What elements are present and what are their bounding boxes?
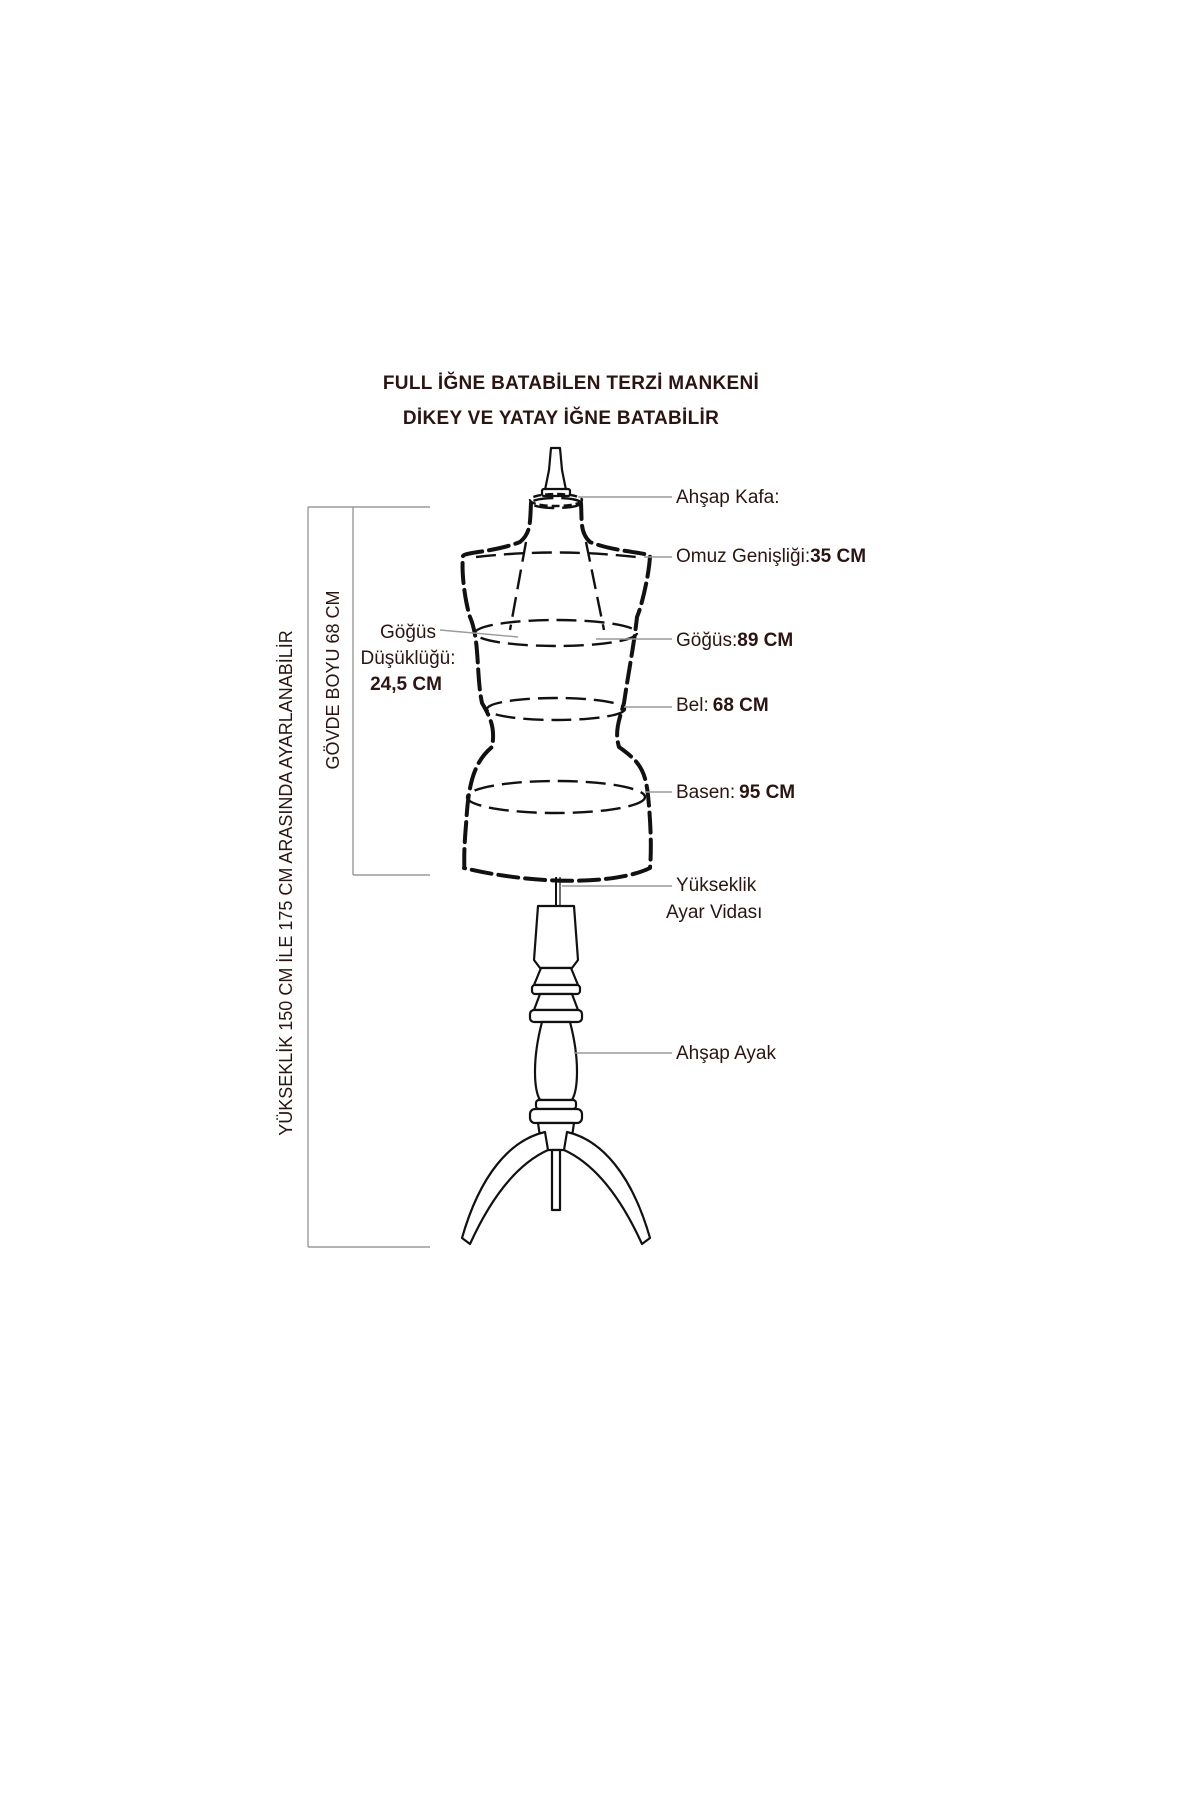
diagram-subtitle: DİKEY VE YATAY İĞNE BATABİLİR [402,408,720,429]
leg-label: Ahşap Ayak [676,1043,777,1064]
shoulder-label: Omuz Genişliği: [676,546,811,567]
hip-label-group [676,782,795,803]
bust-drop-value: 24,5 CM [370,674,442,695]
wooden-stand [462,906,650,1244]
bust-drop-line-left [510,542,526,630]
height-range-label: YÜKSEKLİK 150 CM İLE 175 CM ARASINDA AYARLANABİLİR [276,630,296,1136]
shoulder-label-group [676,546,866,567]
hip-ellipse [467,781,645,813]
height-screw-label-line1: Yükseklik [676,875,757,896]
chest-label-group [676,630,793,651]
chest-value: 89 CM [737,630,794,651]
hip-label: Basen: [676,782,736,803]
shoulder-line [476,553,636,558]
waist-label: Bel: [676,695,709,716]
waist-ellipse [487,698,625,720]
waist-value: 68 CM [712,695,769,716]
wooden-head [530,448,582,506]
chest-label: Göğüs: [676,630,738,651]
height-screw-label-line2: Ayar Vidası [666,902,763,923]
bust-drop-label-line1: Göğüs [380,622,436,643]
bust-drop-leader [440,630,518,637]
hip-value: 95 CM [739,782,796,803]
bust-drop-label-line2: Düşüklüğü: [360,648,456,669]
waist-label-group [676,695,769,716]
chest-ellipse [475,620,637,646]
body-length-label: GÖVDE BOYU 68 CM [323,590,343,770]
torso-outline [463,503,651,881]
shoulder-value: 35 CM [810,546,867,567]
diagram-title: FULL İĞNE BATABİLEN TERZİ MANKENİ [382,373,760,394]
head-label: Ahşap Kafa: [676,487,780,508]
bust-drop-line-right [586,542,604,630]
